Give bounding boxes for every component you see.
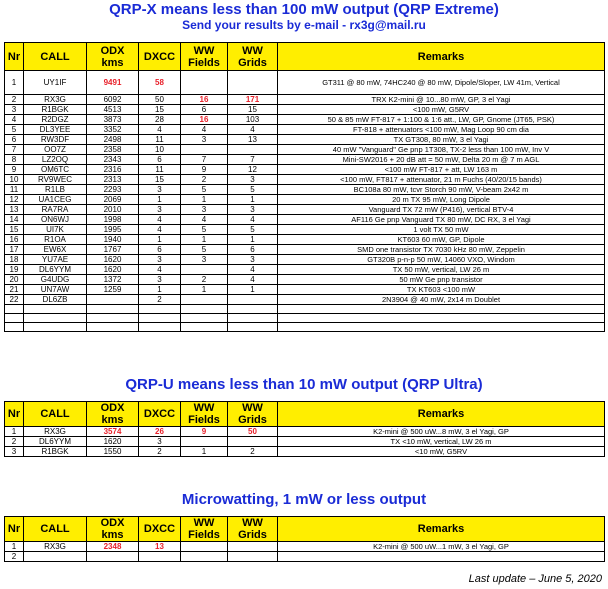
cell-call: RX3G [24,427,87,437]
cell-odx: 1940 [87,235,139,245]
cell-remarks: SMD one transistor TX 7030 kHz 80 mW, Zeppelin [278,245,605,255]
empty-cell [228,305,278,314]
cell-dxcc: 2 [139,295,181,305]
cell-nr: 1 [5,427,24,437]
qrpu-title: QRP-U means less than 10 mW output (QRP Ultra) [125,376,483,393]
cell-fields: 3 [181,255,228,265]
table-row [5,115,605,125]
cell-dxcc: 13 [139,542,181,552]
col-remarks-header: Remarks [278,43,605,71]
cell-odx: 1372 [87,275,139,285]
cell-fields: 5 [181,225,228,235]
empty-row [5,323,605,332]
cell-dxcc: 1 [139,195,181,205]
table-row [5,245,605,255]
header-row [5,402,605,427]
cell-grids: 4 [228,125,278,135]
cell-odx: 3574 [87,427,139,437]
col-nr-header: Nr [5,402,24,427]
cell-odx: 3873 [87,115,139,125]
cell-fields: 1 [181,195,228,205]
cell-remarks: TX GT308, 80 mW, 3 el Yagi [278,135,605,145]
cell-odx: 2293 [87,185,139,195]
cell-fields [181,295,228,305]
col-odx-header: ODX kms [87,517,139,542]
cell-fields: 3 [181,205,228,215]
cell-call: UN7AW [24,285,87,295]
cell-fields: 6 [181,105,228,115]
cell-call: ON6WJ [24,215,87,225]
cell-nr: 12 [5,195,24,205]
cell-grids: 4 [228,275,278,285]
cell-grids: 13 [228,135,278,145]
cell-fields [181,552,228,562]
cell-grids: 1 [228,235,278,245]
table-row [5,185,605,195]
cell-remarks: 20 m TX 95 mW, Long Dipole [278,195,605,205]
cell-fields: 5 [181,245,228,255]
cell-dxcc: 4 [139,225,181,235]
cell-call: G4UDG [24,275,87,285]
cell-nr: 9 [5,165,24,175]
cell-remarks: GT320B p-n-p 50 mW, 14060 VXO, Windom [278,255,605,265]
cell-remarks: K2-mini @ 500 uW...1 mW, 3 el Yagi, GP [278,542,605,552]
table-row [5,105,605,115]
cell-odx: 1620 [87,437,139,447]
cell-nr: 22 [5,295,24,305]
cell-call: RX3G [24,95,87,105]
cell-odx: 2498 [87,135,139,145]
cell-fields [181,145,228,155]
cell-odx: 3352 [87,125,139,135]
col-remarks-header: Remarks [278,402,605,427]
qrpx-title: QRP-X means less than 100 mW output (QRP Extreme) [109,1,499,18]
cell-call: OM6TC [24,165,87,175]
cell-remarks: 2N3904 @ 40 mW, 2x14 m Doublet [278,295,605,305]
empty-cell [87,323,139,332]
col-call-header: CALL [24,517,87,542]
cell-remarks: TX 50 mW, vertical, LW 26 m [278,265,605,275]
cell-grids: 171 [228,95,278,105]
table-row [5,95,605,105]
cell-odx: 2313 [87,175,139,185]
table-row [5,165,605,175]
cell-call: R1LB [24,185,87,195]
qrpx-subtitle: Send your results by e-mail - rx3g@mail.ru [182,18,426,32]
col-dxcc-header: DXCC [139,402,181,427]
cell-grids [228,552,278,562]
cell-odx: 1620 [87,255,139,265]
cell-nr: 13 [5,205,24,215]
cell-odx: 1550 [87,447,139,457]
cell-odx: 1259 [87,285,139,295]
cell-dxcc: 4 [139,215,181,225]
table-row [5,205,605,215]
cell-dxcc: 50 [139,95,181,105]
cell-remarks: <100 mW, G5RV [278,105,605,115]
cell-dxcc: 2 [139,447,181,457]
cell-grids: 2 [228,447,278,457]
col-remarks-header: Remarks [278,517,605,542]
cell-call: DL6ZB [24,295,87,305]
cell-call: LZ2OQ [24,155,87,165]
cell-remarks: TX KT603 <100 mW [278,285,605,295]
cell-dxcc: 28 [139,115,181,125]
micro-table [4,516,605,562]
cell-nr: 1 [5,71,24,95]
cell-dxcc: 3 [139,275,181,285]
cell-dxcc: 3 [139,205,181,215]
cell-dxcc: 11 [139,165,181,175]
table-row [5,265,605,275]
cell-call: RA7RA [24,205,87,215]
cell-odx: 2316 [87,165,139,175]
col-nr-header: Nr [5,517,24,542]
empty-cell [87,314,139,323]
cell-nr: 18 [5,255,24,265]
empty-cell [87,305,139,314]
cell-fields: 3 [181,135,228,145]
table-row [5,255,605,265]
cell-remarks [278,552,605,562]
empty-cell [139,305,181,314]
cell-dxcc: 6 [139,245,181,255]
cell-dxcc [139,552,181,562]
cell-remarks: FT-818 + attenuators <100 mW, Mag Loop 90 cm dia [278,125,605,135]
cell-grids: 7 [228,155,278,165]
cell-nr: 15 [5,225,24,235]
cell-fields: 1 [181,235,228,245]
col-grids-header: WW Grids [228,43,278,71]
cell-call: RW3DF [24,135,87,145]
last-update: Last update – June 5, 2020 [468,573,602,585]
cell-dxcc: 15 [139,105,181,115]
cell-dxcc: 1 [139,285,181,295]
cell-call: DL6YYM [24,265,87,275]
cell-fields: 9 [181,165,228,175]
cell-dxcc: 4 [139,265,181,275]
empty-cell [228,314,278,323]
table-row [5,542,605,552]
table-row [5,155,605,165]
cell-grids: 3 [228,175,278,185]
cell-grids: 1 [228,285,278,295]
cell-odx [87,552,139,562]
table-row [5,195,605,205]
cell-dxcc: 4 [139,125,181,135]
empty-cell [228,323,278,332]
table-row [5,225,605,235]
cell-remarks: TRX K2-mini @ 10...80 mW, GP, 3 el Yagi [278,95,605,105]
cell-fields: 16 [181,95,228,105]
col-odx-header: ODX kms [87,402,139,427]
cell-grids: 12 [228,165,278,175]
empty-cell [139,314,181,323]
cell-nr: 20 [5,275,24,285]
empty-cell [139,323,181,332]
col-fields-header: WW Fields [181,402,228,427]
table-row [5,135,605,145]
cell-nr: 2 [5,95,24,105]
cell-odx: 1767 [87,245,139,255]
cell-dxcc: 3 [139,185,181,195]
col-call-header: CALL [24,402,87,427]
cell-call: UA1CEG [24,195,87,205]
empty-cell [181,305,228,314]
header-row [5,43,605,71]
cell-call: R1OA [24,235,87,245]
cell-call: UI7K [24,225,87,235]
cell-dxcc: 1 [139,235,181,245]
cell-dxcc: 3 [139,437,181,447]
table-row [5,285,605,295]
cell-fields: 9 [181,427,228,437]
cell-odx: 4513 [87,105,139,115]
cell-remarks: KT603 60 mW, GP, Dipole [278,235,605,245]
cell-nr: 7 [5,145,24,155]
cell-odx [87,295,139,305]
cell-remarks: 40 mW "Vanguard" Ge pnp 1T308, TX-2 less than 100 mW, Inv V [278,145,605,155]
cell-nr: 14 [5,215,24,225]
col-fields-header: WW Fields [181,43,228,71]
empty-cell [24,314,87,323]
table-row [5,215,605,225]
cell-call: R2DGZ [24,115,87,125]
cell-grids: 50 [228,427,278,437]
cell-remarks: 50 & 85 mW FT-817 + 1:100 & 1:6 att., LW, GP, Gnome (JT65, PSK) [278,115,605,125]
cell-call: DL3YEE [24,125,87,135]
header-row [5,517,605,542]
cell-fields: 16 [181,115,228,125]
cell-odx: 2348 [87,542,139,552]
cell-nr: 17 [5,245,24,255]
cell-remarks: <100 mW, FT817 + attenuator, 21 m Fuchs (40/20/15 bands) [278,175,605,185]
micro-title: Microwatting, 1 mW or less output [181,491,427,508]
empty-cell [278,305,605,314]
cell-call: UY1IF [24,71,87,95]
table-row [5,437,605,447]
cell-odx: 1620 [87,265,139,275]
cell-remarks: K2-mini @ 500 uW...8 mW, 3 el Yagi, GP [278,427,605,437]
cell-dxcc: 3 [139,255,181,265]
cell-odx: 2343 [87,155,139,165]
cell-nr: 2 [5,437,24,447]
cell-call [24,552,87,562]
col-nr-header: Nr [5,43,24,71]
cell-fields: 2 [181,275,228,285]
cell-odx: 2069 [87,195,139,205]
cell-remarks: 50 mW Ge pnp transistor [278,275,605,285]
cell-grids [228,437,278,447]
cell-grids: 4 [228,265,278,275]
cell-fields: 7 [181,155,228,165]
cell-odx: 1998 [87,215,139,225]
col-grids-header: WW Grids [228,517,278,542]
cell-fields: 4 [181,215,228,225]
cell-remarks: 1 volt TX 50 mW [278,225,605,235]
table-row [5,447,605,457]
cell-fields [181,71,228,95]
cell-call: R1BGK [24,105,87,115]
empty-cell [181,314,228,323]
cell-remarks: Mini-SW2016 + 20 dB att = 50 mW, Delta 20 m @ 7 m AGL [278,155,605,165]
empty-cell [278,323,605,332]
empty-cell [5,323,24,332]
cell-odx: 2358 [87,145,139,155]
table-row [5,295,605,305]
cell-grids: 5 [228,225,278,235]
cell-nr: 10 [5,175,24,185]
cell-grids: 6 [228,245,278,255]
cell-grids [228,145,278,155]
col-dxcc-header: DXCC [139,43,181,71]
table-row [5,175,605,185]
cell-odx: 2010 [87,205,139,215]
cell-remarks: <10 mW, G5RV [278,447,605,457]
cell-grids: 3 [228,205,278,215]
cell-nr: 11 [5,185,24,195]
cell-grids: 5 [228,185,278,195]
empty-row [5,305,605,314]
cell-grids: 103 [228,115,278,125]
empty-cell [181,323,228,332]
cell-nr: 8 [5,155,24,165]
cell-odx: 6092 [87,95,139,105]
col-fields-header: WW Fields [181,517,228,542]
cell-fields: 1 [181,285,228,295]
table-row [5,125,605,135]
table-row [5,145,605,155]
cell-call: OO7Z [24,145,87,155]
cell-fields [181,437,228,447]
cell-nr: 5 [5,125,24,135]
cell-nr: 21 [5,285,24,295]
cell-remarks: BC108a 80 mW, tcvr Storch 90 mW, V-beam 2x42 m [278,185,605,195]
cell-grids: 1 [228,195,278,205]
cell-fields: 5 [181,185,228,195]
cell-remarks: <100 mW FT-817 + att, LW 163 m [278,165,605,175]
qrpx-table [4,42,605,332]
cell-call: DL6YYM [24,437,87,447]
cell-remarks: TX <10 mW, vertical, LW 26 m [278,437,605,447]
cell-call: R1BGK [24,447,87,457]
cell-call: YU7AE [24,255,87,265]
cell-dxcc: 11 [139,135,181,145]
table-row [5,275,605,285]
cell-dxcc: 10 [139,145,181,155]
cell-dxcc: 6 [139,155,181,165]
cell-grids: 4 [228,215,278,225]
cell-odx: 1995 [87,225,139,235]
cell-call: RX3G [24,542,87,552]
cell-nr: 3 [5,105,24,115]
empty-cell [278,314,605,323]
cell-odx: 9491 [87,71,139,95]
empty-cell [24,323,87,332]
table-row [5,71,605,95]
cell-nr: 1 [5,542,24,552]
cell-nr: 19 [5,265,24,275]
empty-cell [5,314,24,323]
cell-dxcc: 26 [139,427,181,437]
qrpu-table [4,401,605,457]
cell-remarks: Vanguard TX 72 mW (P416), vertical BTV-4 [278,205,605,215]
cell-dxcc: 58 [139,71,181,95]
cell-fields: 1 [181,447,228,457]
cell-fields: 2 [181,175,228,185]
col-odx-header: ODX kms [87,43,139,71]
cell-call: RV9WEC [24,175,87,185]
cell-call: EW6X [24,245,87,255]
cell-nr: 6 [5,135,24,145]
cell-remarks: AF116 Ge pnp Vanguard TX 80 mW, DC RX, 3 el Yagi [278,215,605,225]
table-row [5,235,605,245]
cell-fields [181,542,228,552]
table-row [5,552,605,562]
cell-nr: 4 [5,115,24,125]
empty-cell [5,305,24,314]
cell-dxcc: 15 [139,175,181,185]
cell-grids: 15 [228,105,278,115]
empty-row [5,314,605,323]
cell-nr: 3 [5,447,24,457]
cell-fields [181,265,228,275]
cell-grids [228,71,278,95]
cell-grids [228,295,278,305]
empty-cell [24,305,87,314]
col-dxcc-header: DXCC [139,517,181,542]
cell-grids [228,542,278,552]
table-row [5,427,605,437]
col-call-header: CALL [24,43,87,71]
col-grids-header: WW Grids [228,402,278,427]
cell-grids: 3 [228,255,278,265]
cell-remarks: GT311 @ 80 mW, 74HC240 @ 80 mW, Dipole/Sloper, LW 41m, Vertical [278,71,605,95]
cell-nr: 16 [5,235,24,245]
cell-fields: 4 [181,125,228,135]
cell-nr: 2 [5,552,24,562]
